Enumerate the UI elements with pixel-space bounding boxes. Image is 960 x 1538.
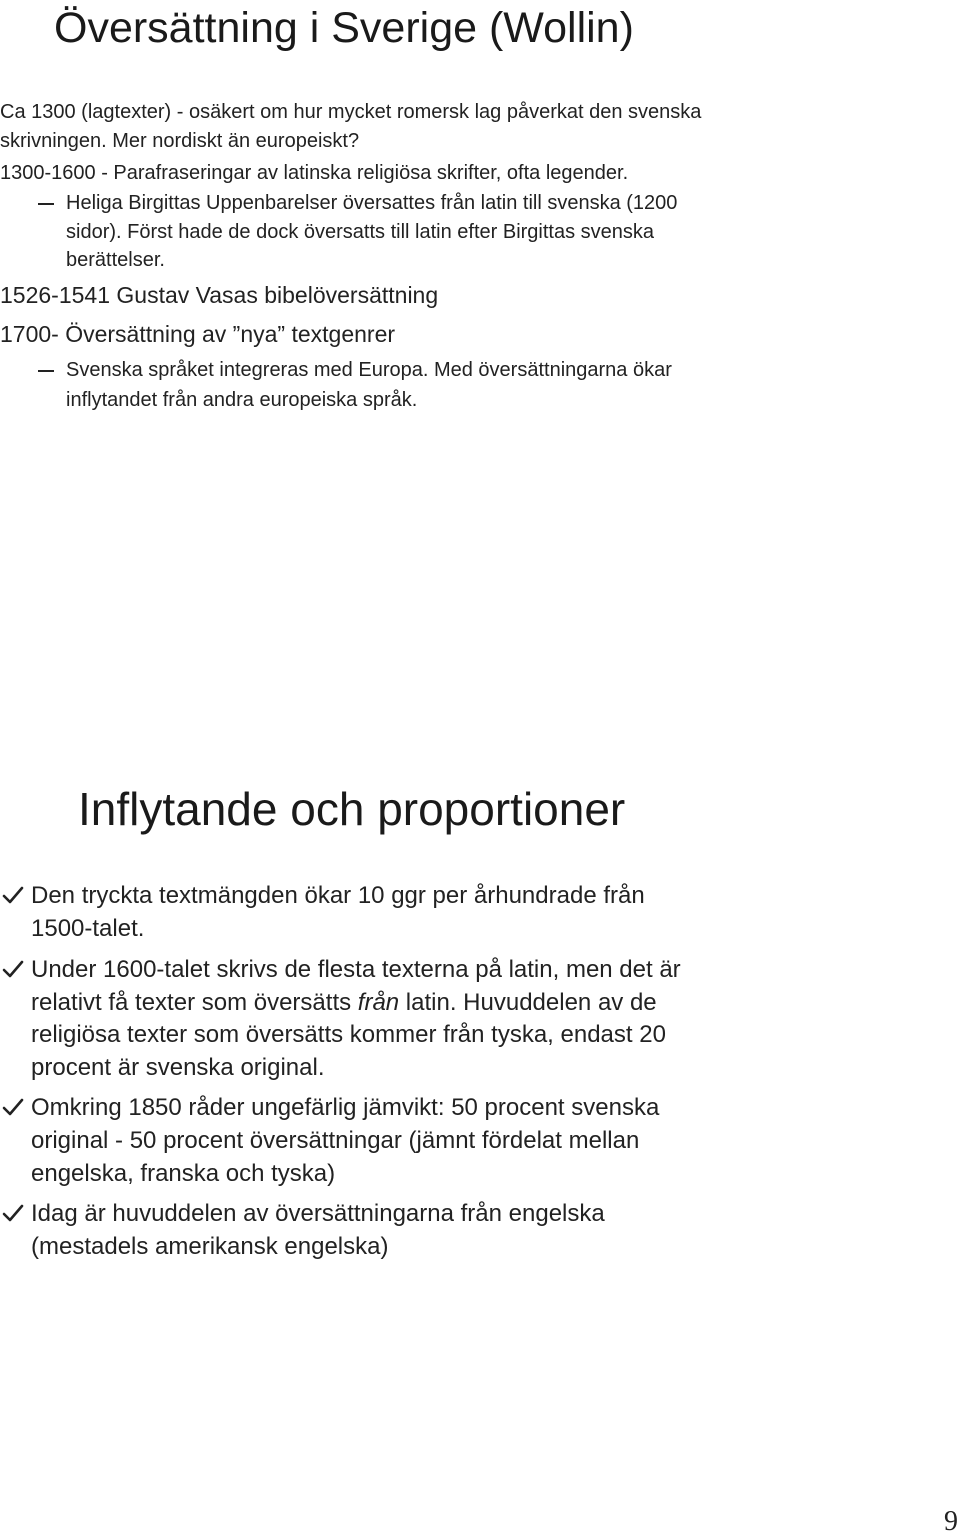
slide2-bullet1-line1: Den tryckta textmängden ökar 10 ggr per århundrade från: [31, 882, 645, 909]
slide2-bullet2-emphasis: från: [357, 989, 400, 1016]
slide2-title: Inflytande och proportioner: [78, 783, 626, 835]
checkmark-icon: [2, 1096, 24, 1118]
slide1-para3: 1526-1541 Gustav Vasas bibelöversättning: [0, 282, 439, 308]
slide1-para1-line1: Ca 1300 (lagtexter) - osäkert om hur mycket romersk lag påverkat den svenska: [0, 101, 702, 123]
slide1-sub1-line3: berättelser.: [66, 249, 165, 271]
slide2-bullet4-line1: Idag är huvuddelen av översättningarna från engelska: [31, 1200, 605, 1227]
slide2-bullet2-line2-pre: relativt få texter som översätts: [31, 989, 358, 1016]
slide1-sub2-line1: Svenska språket integreras med Europa. Med översättningarna ökar: [66, 359, 672, 381]
slide2-bullet4-line2: (mestadels amerikansk engelska): [31, 1233, 389, 1260]
slide1-para2: 1300-1600 - Parafraseringar av latinska religiösa skrifter, ofta legender.: [0, 162, 629, 184]
slide2-bullet2-line3: religiösa texter som översätts kommer från tyska, endast 20: [31, 1021, 666, 1048]
slide2-bullet3-line1: Omkring 1850 råder ungefärlig jämvikt: 50 procent svenska: [31, 1094, 660, 1121]
slide2-bullet3-line3: engelska, franska och tyska): [31, 1160, 336, 1187]
slide2-bullet1-line2: 1500-talet.: [31, 915, 145, 942]
slide1-sub1-line1: Heliga Birgittas Uppenbarelser översattes från latin till svenska (1200: [66, 192, 678, 214]
slide1-para1-line2: skrivningen. Mer nordiskt än europeiskt?: [0, 130, 360, 152]
slide2-bullet2-line2-post: latin. Huvuddelen av de: [399, 989, 657, 1016]
page-number: 9: [944, 1506, 958, 1537]
slide1-sub2-line2: inflytandet från andra europeiska språk.: [66, 389, 418, 411]
slide2-bullet2-line1: Under 1600-talet skrivs de flesta texterna på latin, men det är: [31, 956, 681, 983]
slide2-bullet3-line2: original - 50 procent översättningar (jämnt fördelat mellan: [31, 1127, 640, 1154]
dash-icon: [38, 370, 54, 372]
checkmark-icon: [2, 1202, 24, 1224]
slide2-bullet2-line4: procent är svenska original.: [31, 1054, 325, 1081]
checkmark-icon: [2, 958, 24, 980]
slide2-bullet2-line2: [31, 986, 657, 1019]
checkmark-icon: [2, 884, 24, 906]
slide1-para4: 1700- Översättning av ”nya” textgenrer: [0, 321, 396, 347]
slide1-sub1-line2: sidor). Först hade de dock översatts till latin efter Birgittas svenska: [66, 221, 655, 243]
dash-icon: [38, 203, 54, 205]
slide1-title: Översättning i Sverige (Wollin): [54, 4, 634, 52]
